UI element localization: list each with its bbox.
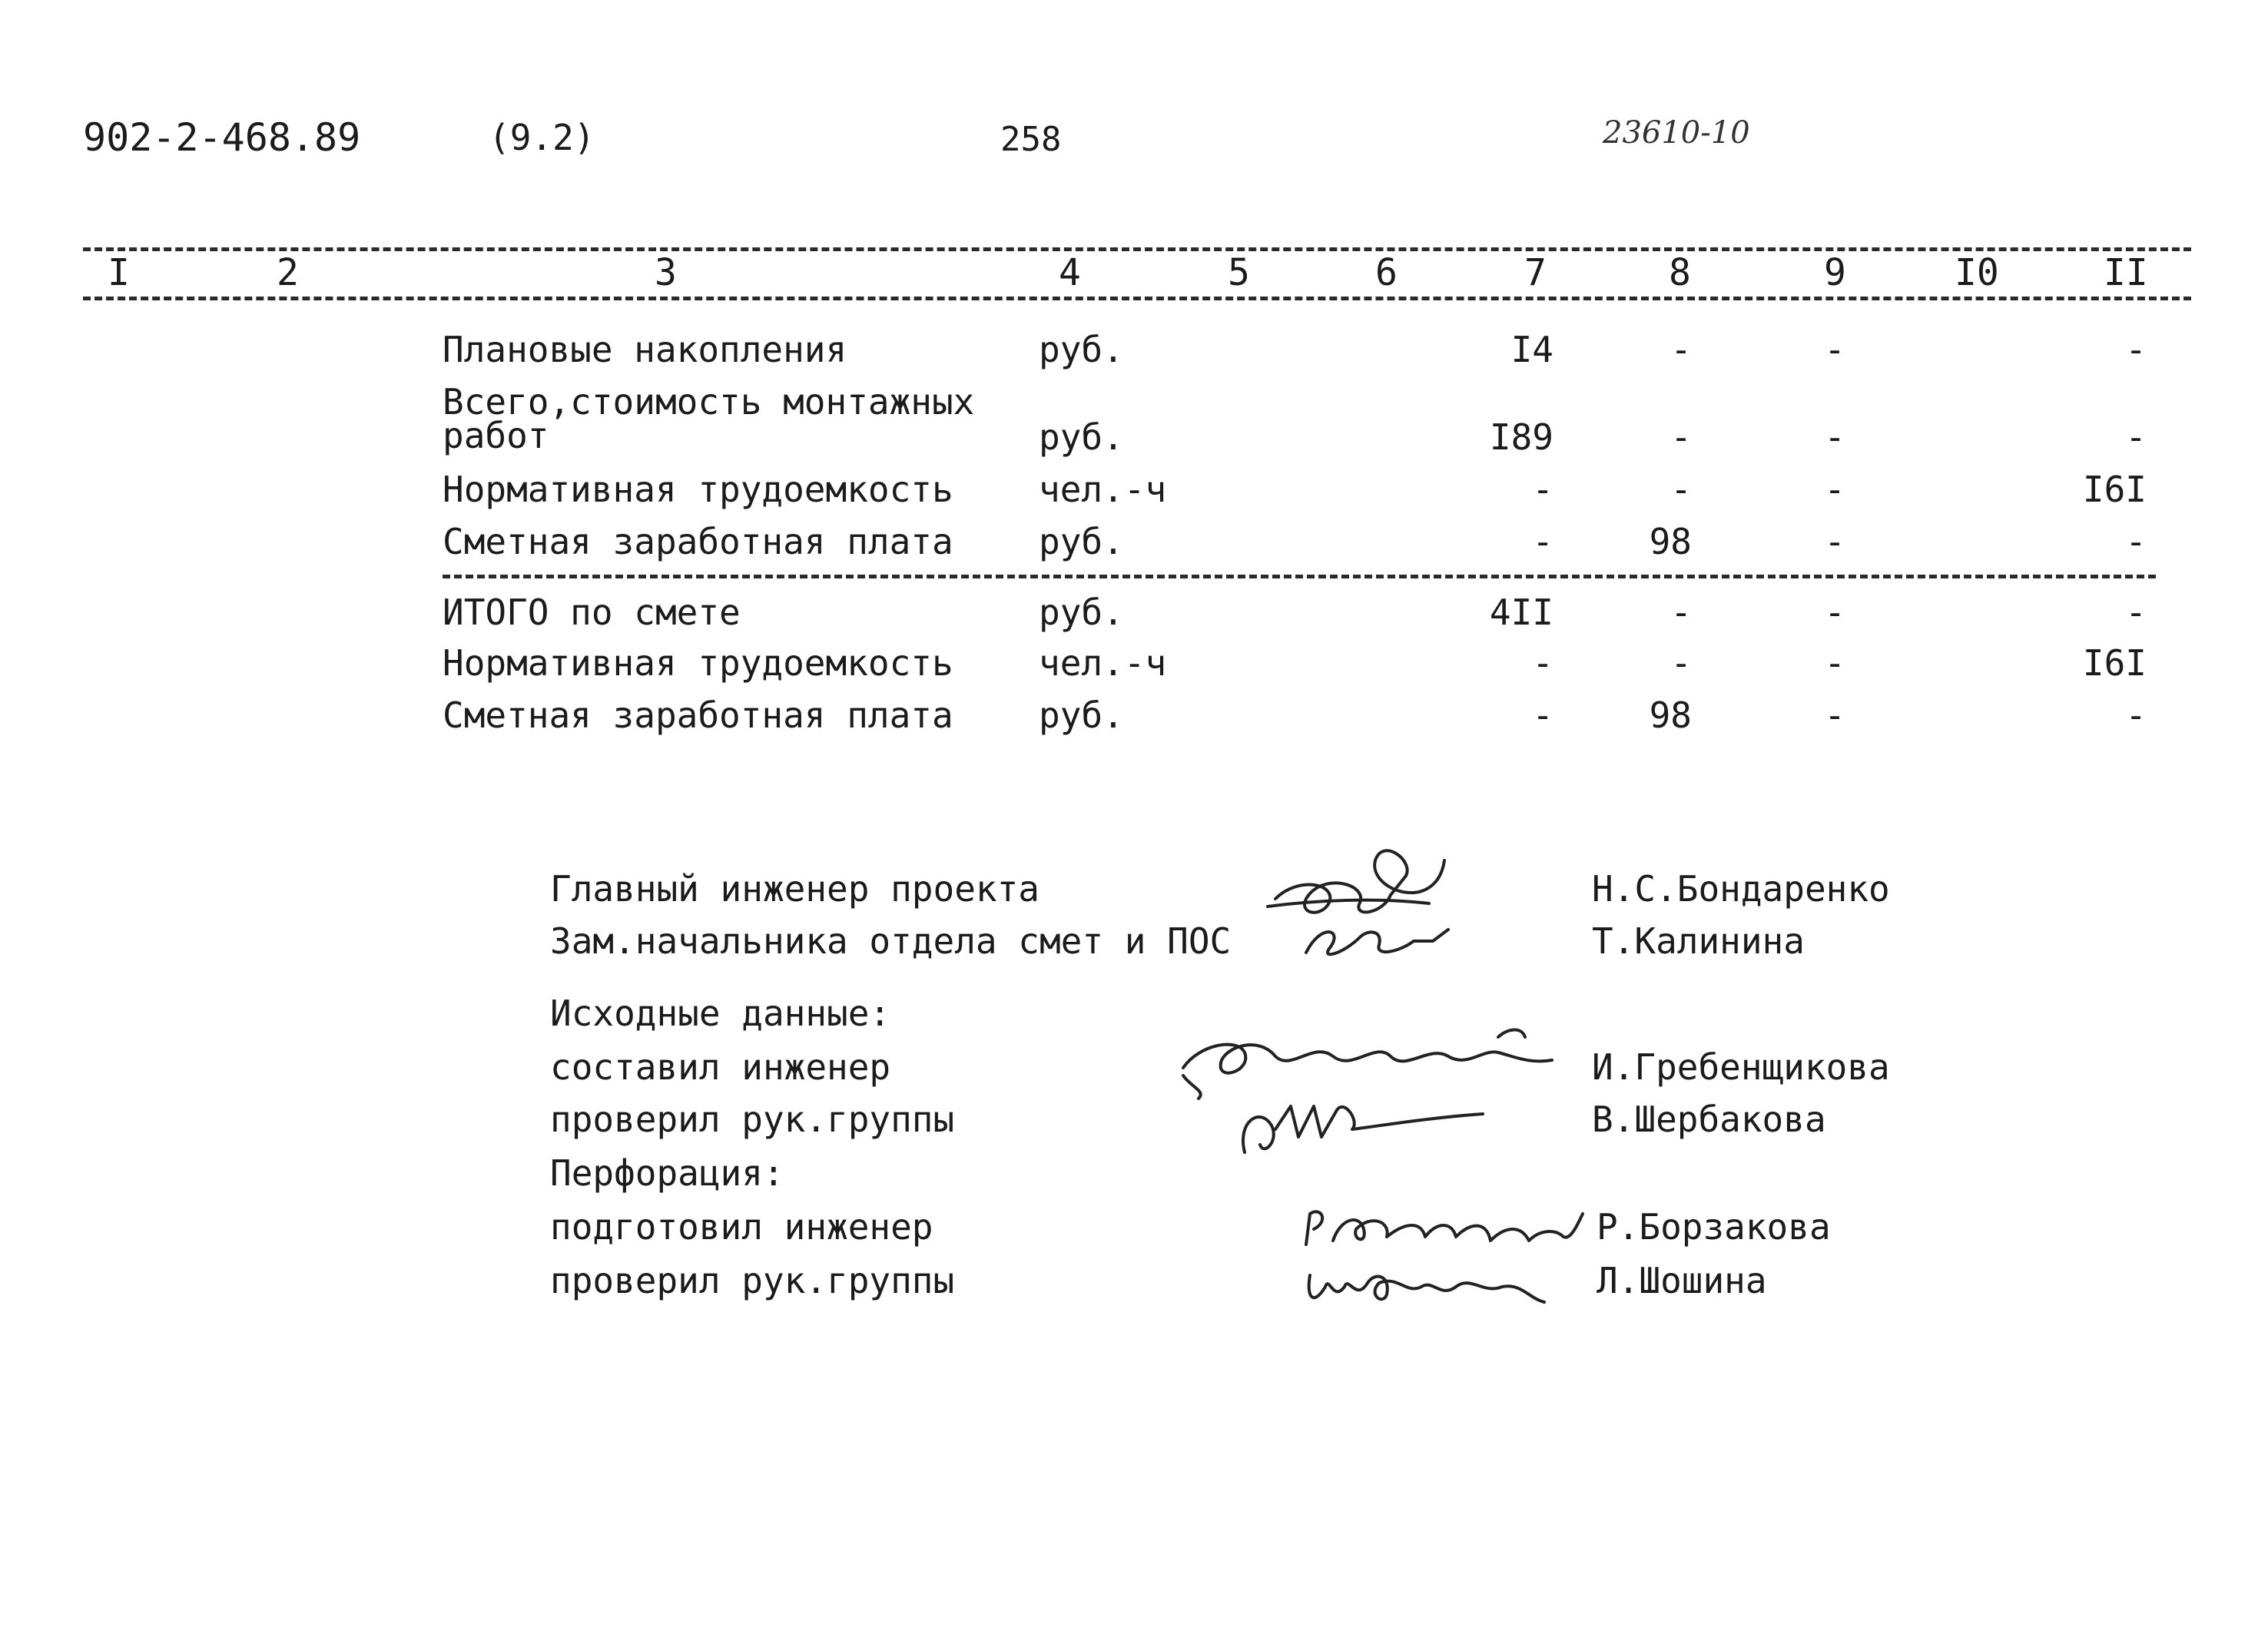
compiled-label: составил инженер [550, 1046, 891, 1088]
compiled-name: И.Гребенщикова [1592, 1046, 1890, 1088]
row-col9: - [1824, 694, 1845, 736]
row-col8: - [1670, 592, 1692, 633]
row-col8: - [1670, 329, 1692, 370]
section-number: (9.2) [489, 117, 595, 158]
row-name-line2: работ [443, 415, 549, 456]
row-col7: I89 [1489, 416, 1553, 458]
row-col11: - [2125, 694, 2147, 736]
row-col11: - [2125, 521, 2147, 562]
col-7-number: 7 [1524, 251, 1547, 294]
chief-engineer-label: Главный инженер проекта [550, 868, 1040, 910]
row-unit: руб. [1039, 592, 1124, 633]
col-6-number: 6 [1375, 251, 1398, 294]
checked-label: проверил рук.группы [550, 1099, 955, 1140]
archive-number: 23610-10 [1603, 115, 1750, 151]
row-col8: - [1670, 469, 1692, 510]
row-unit: чел.-ч [1039, 469, 1167, 510]
col-2-number: 2 [277, 251, 299, 294]
page-number: 258 [1000, 120, 1062, 159]
row-name: Нормативная трудоемкость [443, 469, 953, 510]
col-1-number: I [108, 251, 130, 294]
col-4-number: 4 [1059, 251, 1081, 294]
row-unit: руб. [1039, 521, 1124, 562]
row-col9: - [1824, 592, 1845, 633]
row-col7: I4 [1510, 329, 1553, 370]
kalinina-signature [1298, 906, 1475, 968]
checked-name: В.Шербакова [1592, 1099, 1826, 1140]
prepared-label: подготовил инженер [550, 1206, 933, 1248]
row-col11: - [2125, 329, 2147, 370]
row-col7: - [1532, 642, 1553, 684]
row-col9: - [1824, 642, 1845, 684]
borzakova-signature [1298, 1198, 1590, 1260]
row-unit: чел.-ч [1039, 642, 1167, 684]
prepared-name: Р.Борзакова [1597, 1206, 1831, 1248]
row-col7: - [1532, 521, 1553, 562]
col-9-number: 9 [1824, 251, 1846, 294]
header-top-rule [83, 247, 2191, 251]
row-name: Сметная заработная плата [443, 694, 953, 736]
row-col8: 98 [1649, 521, 1692, 562]
row-col7: 4II [1489, 592, 1553, 633]
source-data-heading: Исходные данные: [550, 993, 891, 1034]
row-name: ИТОГО по смете [443, 592, 741, 633]
checked-name: Л.Шошина [1597, 1260, 1767, 1301]
row-name: Плановые накопления [443, 329, 847, 370]
row-col9: - [1824, 416, 1845, 458]
row-col9: - [1824, 329, 1845, 370]
row-col9: - [1824, 521, 1845, 562]
col-5-number: 5 [1228, 251, 1250, 294]
row-col11: - [2125, 416, 2147, 458]
col-3-number: 3 [655, 251, 677, 294]
col-10-number: I0 [1955, 251, 1999, 294]
col-11-number: II [2104, 251, 2148, 294]
perforation-heading: Перфорация: [550, 1152, 784, 1194]
row-name: Нормативная трудоемкость [443, 642, 953, 684]
row-name: Сметная заработная плата [443, 521, 953, 562]
row-unit: руб. [1039, 329, 1124, 370]
deputy-head-label: Зам.начальника отдела смет и ПОС [550, 920, 1232, 962]
document-code: 902-2-468.89 [83, 115, 361, 160]
row-unit: руб. [1039, 694, 1124, 736]
chief-engineer-name: Н.С.Бондаренко [1592, 868, 1890, 910]
row-col9: - [1824, 469, 1845, 510]
total-separator-rule [443, 575, 2156, 578]
row-col8: - [1670, 642, 1692, 684]
col-8-number: 8 [1669, 251, 1691, 294]
row-col11: I6I [2082, 469, 2147, 510]
row-unit: руб. [1039, 416, 1124, 458]
shoshina-signature [1298, 1252, 1560, 1314]
header-bottom-rule [83, 297, 2191, 300]
row-col11: - [2125, 592, 2147, 633]
shcherbakova-signature [1229, 1083, 1490, 1168]
row-col7: - [1532, 469, 1553, 510]
row-col7: - [1532, 694, 1553, 736]
row-col8: - [1670, 416, 1692, 458]
checked-label: проверил рук.группы [550, 1260, 955, 1301]
row-col8: 98 [1649, 694, 1692, 736]
row-name-line1: Всего,стоимость монтажных [443, 381, 975, 423]
deputy-head-name: Т.Калинина [1592, 920, 1805, 962]
row-col11: I6I [2082, 642, 2147, 684]
